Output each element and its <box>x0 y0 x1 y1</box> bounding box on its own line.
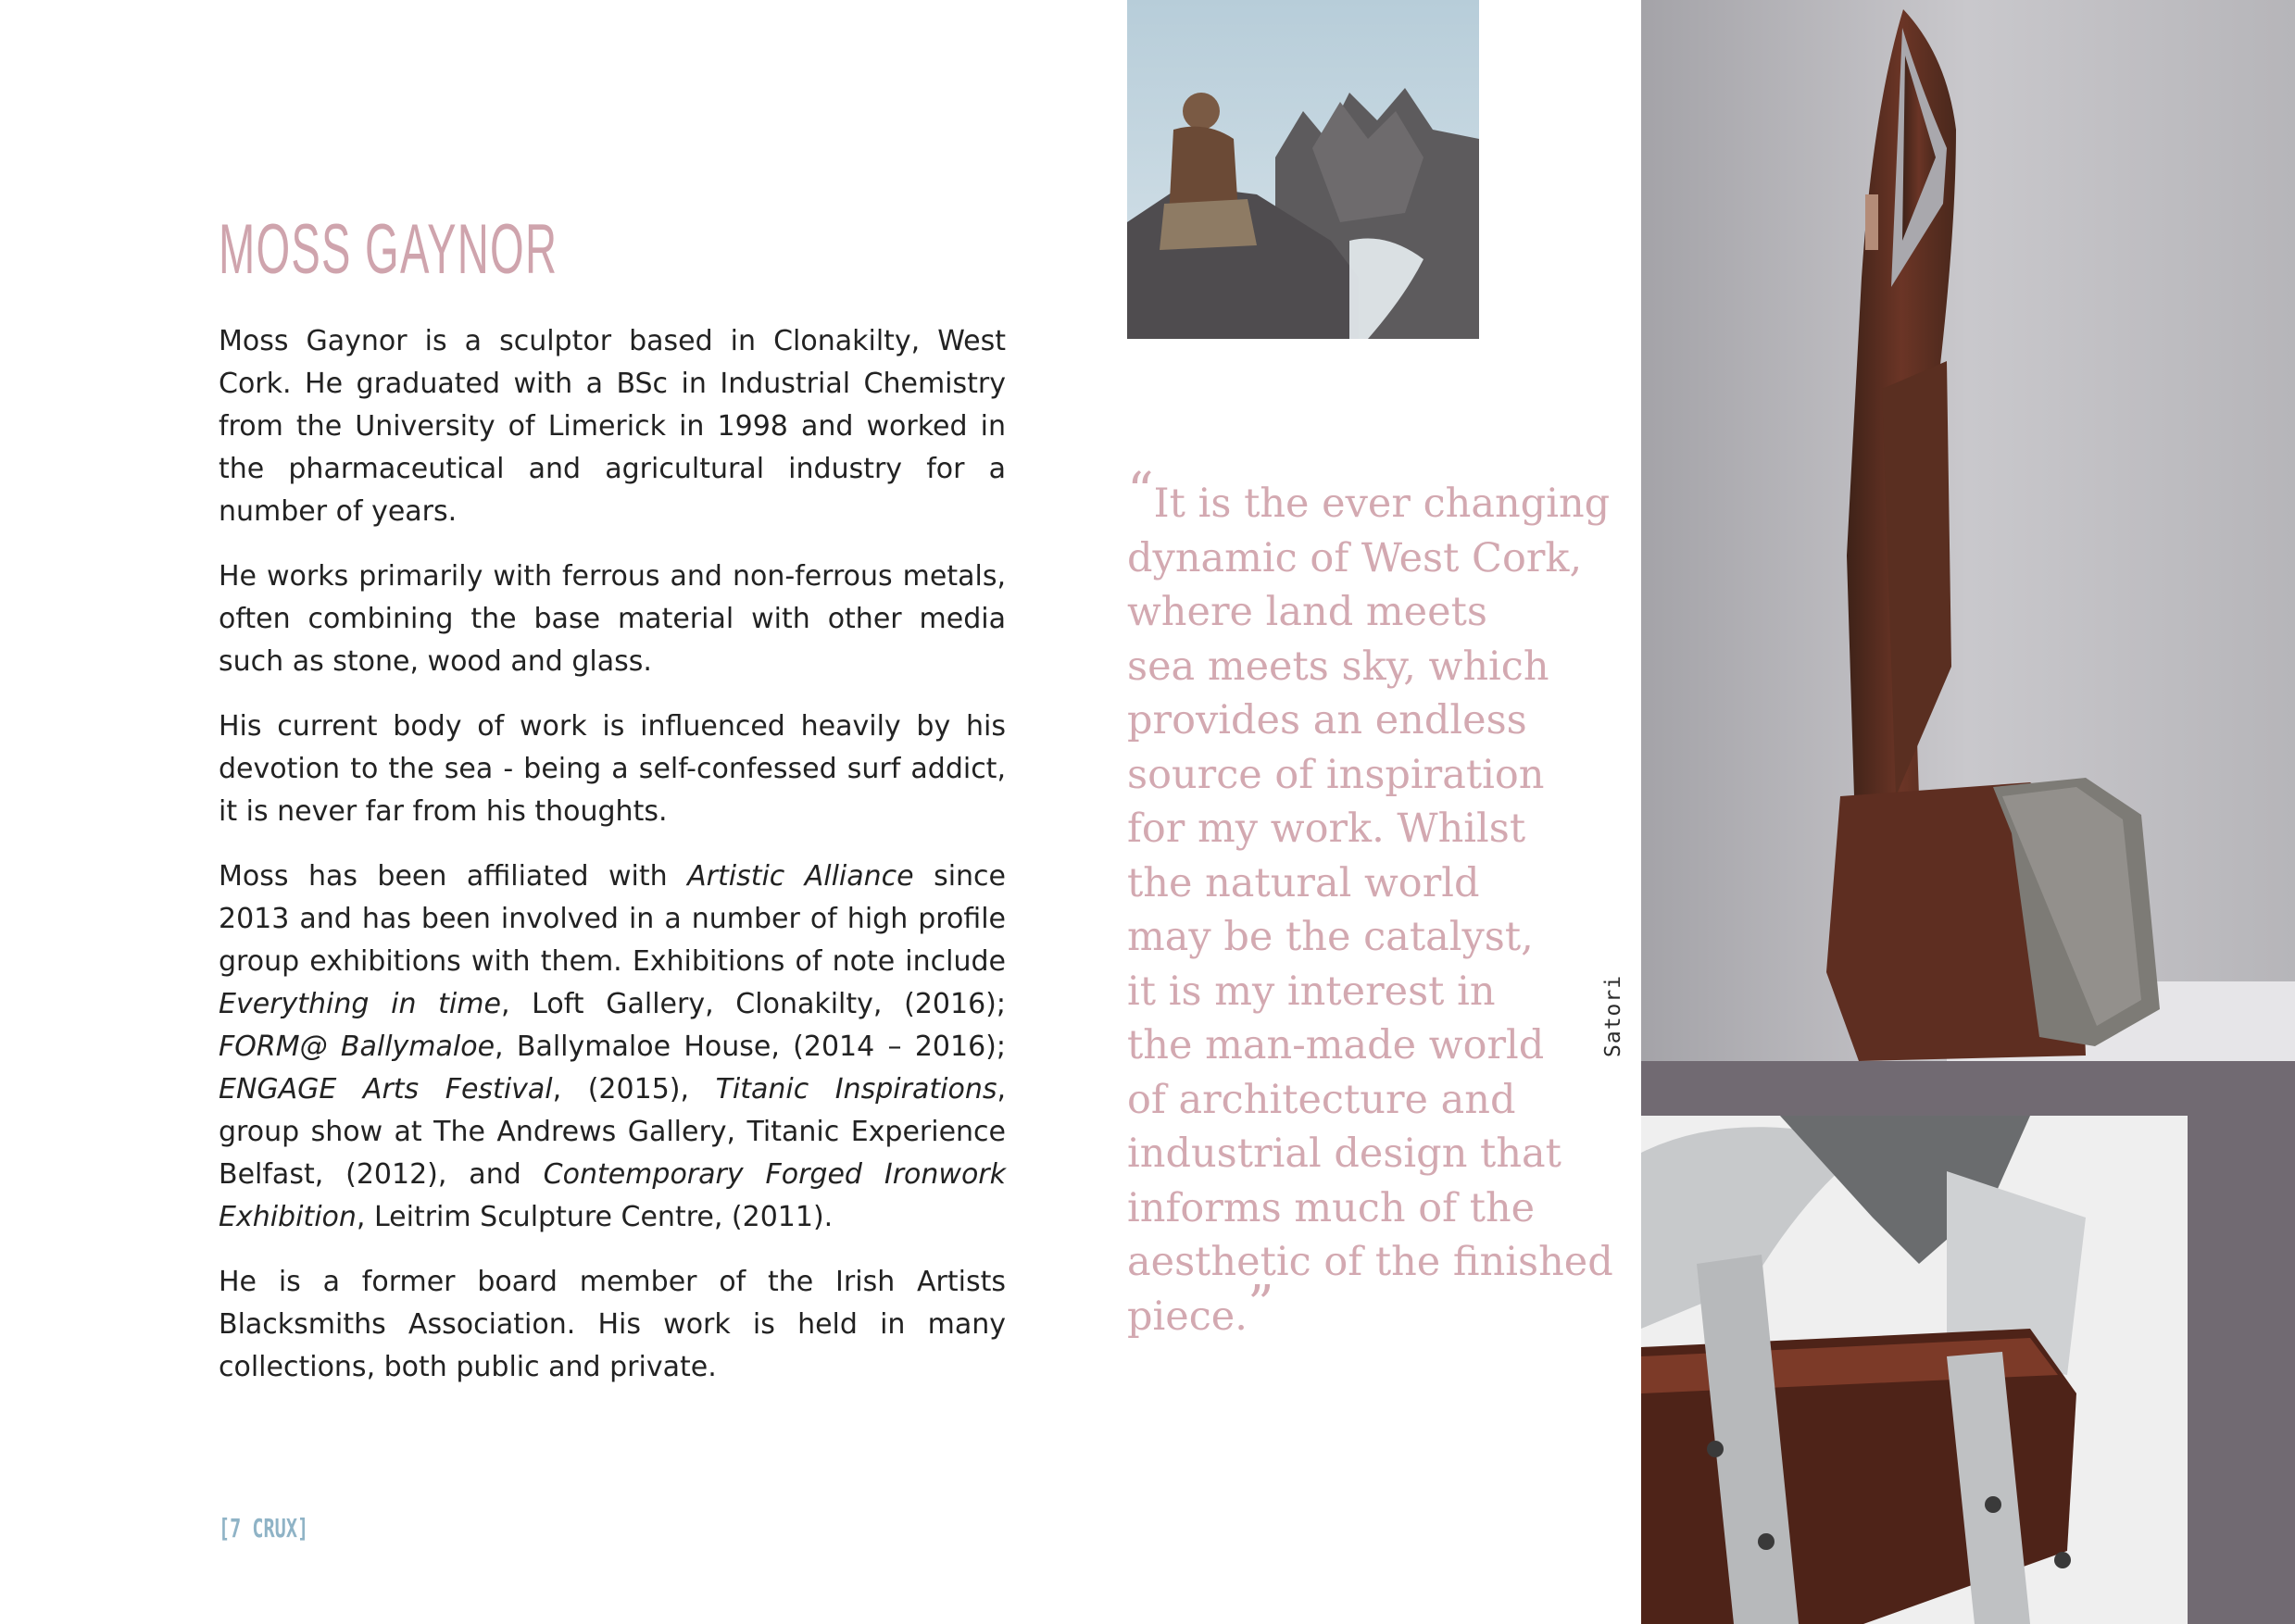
quote-line: the natural world <box>1127 859 1480 906</box>
quote-line: source of inspiration <box>1127 751 1545 798</box>
paragraph-5: He is a former board member of the Irish Artists Blacksmiths Association. His work is held in many collections, both public and private. <box>219 1266 1006 1383</box>
italic-run: Contemporary Forged Ironwork Exhibition <box>219 1158 1007 1233</box>
italic-run: FORM@ Ballymaloe <box>219 1031 495 1063</box>
quote-line <box>1127 1274 1581 1344</box>
quote-line: where land meets <box>1127 589 1487 635</box>
text-run: Moss has been affiliated with <box>219 860 688 893</box>
paragraph-3: His current body of work is influenced heavily by his devotion to the sea - being a self-confessed surf addict, it is never far from his thoughts. <box>219 710 1006 828</box>
quote-line: aesthetic of the finished <box>1127 1239 1613 1285</box>
text-run: , group show at The Andrews Gallery, Titanic Experience Belfast, (2012), and <box>219 1073 1007 1191</box>
quote-line: sea meets sky, which <box>1127 643 1549 690</box>
text-run: since 2013 and has been involved in a number of high profile group exhibitions with them. Exhibitions of note include <box>219 860 1007 978</box>
sculpture-photo <box>1641 0 2295 1061</box>
close-quote-mark: ” <box>1247 1274 1274 1335</box>
quote-line: dynamic of West Cork, <box>1127 534 1583 581</box>
italic-run: Titanic Inspirations <box>715 1073 997 1106</box>
paragraph-4 <box>219 856 1006 1239</box>
text-run: , Leitrim Sculpture Centre, (2011). <box>356 1201 834 1233</box>
quote-line: it is my interest in <box>1127 968 1496 1015</box>
quote-line: for my work. Whilst <box>1127 806 1526 852</box>
text-run: , Ballymaloe House, (2014 – 2016); <box>495 1031 1006 1063</box>
sculpture-detail-photo <box>1641 1116 2188 1624</box>
italic-run: ENGAGE Arts Festival <box>219 1073 553 1106</box>
quote-line: of architecture and <box>1127 1076 1516 1123</box>
quote-text: piece. <box>1127 1293 1248 1340</box>
paragraph-2: He works primarily with ferrous and non-ferrous metals, often combining the base material with other media such as stone, wood and glass. <box>219 560 1006 678</box>
text-run: , (2015), <box>552 1073 716 1106</box>
text-run: , Loft Gallery, Clonakilty, (2016); <box>500 988 1006 1020</box>
quote-line: industrial design that <box>1127 1131 1561 1177</box>
quote-text: It is the ever changing <box>1153 481 1611 527</box>
quote-line: informs much of the <box>1127 1184 1536 1231</box>
paragraph-1: Moss Gaynor is a sculptor based in Clonakilty, West Cork. He graduated with a BSc in Industrial Chemistry from the University of Limerick in 1998 and worked in the pharmaceutical and agricultural industry for a number of years. <box>219 325 1006 528</box>
article-body <box>219 320 1006 1411</box>
page-title: MOSS GAYNOR <box>219 210 558 289</box>
italic-run: Everything in time <box>219 988 501 1020</box>
page-footer: [7 CRUX] <box>219 1513 309 1543</box>
quote-line: provides an endless <box>1127 697 1527 743</box>
artist-portrait-photo <box>1127 0 1479 339</box>
sculpture-caption: Satori <box>1601 974 1625 1057</box>
quote-line <box>1127 462 1611 531</box>
italic-run: Artistic Alliance <box>687 860 914 893</box>
quote-line: the man-made world <box>1127 1022 1545 1068</box>
quote-line: may be the catalyst, <box>1127 914 1534 960</box>
open-quote-mark: “ <box>1127 462 1154 522</box>
